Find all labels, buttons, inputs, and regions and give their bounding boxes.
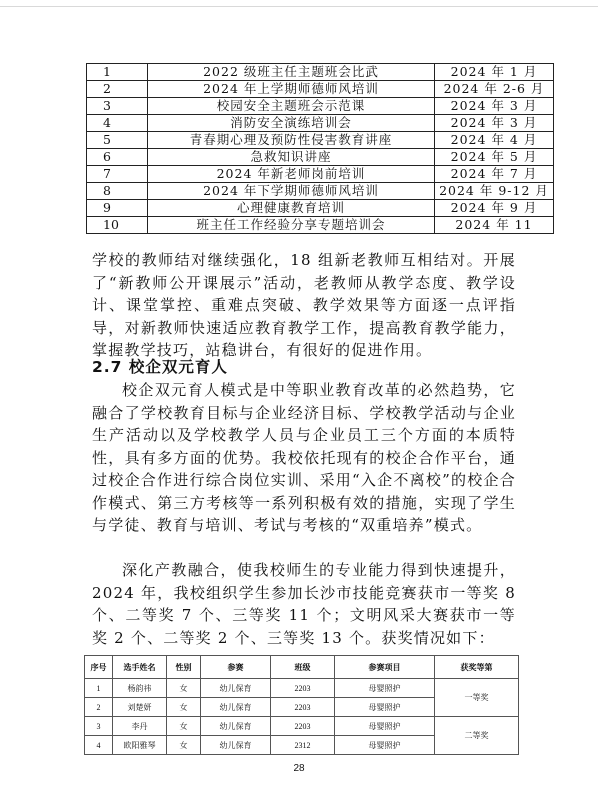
award-event: 幼儿保育	[201, 679, 271, 698]
training-title: 班主任工作经验分享专题培训会	[148, 217, 435, 234]
training-title: 急救知识讲座	[148, 149, 435, 166]
award-event: 幼儿保育	[201, 736, 271, 755]
row-number: 8	[87, 183, 148, 200]
award-level: 一等奖	[435, 679, 519, 717]
training-date: 2024 年 7 月	[435, 166, 554, 183]
training-date: 2024 年 2-6 月	[435, 81, 554, 98]
training-date: 2024 年 5 月	[435, 149, 554, 166]
training-title: 2024 年上学期师德师风培训	[148, 81, 435, 98]
school-enterprise-paragraph: 校企双元育人模式是中等职业教育改革的必然趋势，它融合了学校教育目标与企业经济目标、学校教学活动与企业生产活动以及学校教学人员与企业员工三个方面的本质特性，具有多方面的优势。我校依托现有的校企合作平台，通过校企合作进行综合岗位实训、采用“入企不离校”的校企合作模式、第三方考核等一系列积极有效的措施，实现了学生与学徒、教育与培训、考试与考核的“双重培养”模式。	[92, 381, 516, 534]
award-name: 杨韵祎	[113, 679, 167, 698]
table-header-row	[85, 656, 519, 679]
row-number: 10	[87, 217, 148, 234]
award-no: 1	[85, 679, 113, 698]
training-date: 2024 年 9-12 月	[435, 183, 554, 200]
award-gender: 女	[167, 698, 201, 717]
award-project: 母婴照护	[335, 698, 435, 717]
header-name: 选手姓名	[113, 656, 167, 679]
section-heading: 2.7 校企双元育人	[92, 358, 228, 376]
award-class: 2312	[271, 736, 335, 755]
award-event: 幼儿保育	[201, 698, 271, 717]
award-no: 3	[85, 717, 113, 736]
header-gender: 性别	[167, 656, 201, 679]
table-row	[87, 149, 554, 166]
award-name: 李丹	[113, 717, 167, 736]
training-title: 2022 级班主任主题班会比武	[148, 64, 435, 81]
table-row	[87, 183, 554, 200]
training-table	[86, 63, 554, 234]
award-no: 2	[85, 698, 113, 717]
award-class: 2203	[271, 679, 335, 698]
table-row	[85, 717, 519, 736]
award-project: 母婴照护	[335, 717, 435, 736]
training-title: 校园安全主题班会示范课	[148, 98, 435, 115]
training-date: 2024 年 3 月	[435, 98, 554, 115]
training-date: 2024 年 9 月	[435, 200, 554, 217]
row-number: 5	[87, 132, 148, 149]
header-class: 班级	[271, 656, 335, 679]
table-row	[87, 132, 554, 149]
awards-paragraph: 深化产教融合，使我校师生的专业能力得到快速提升，2024 年，我校组织学生参加长沙市技能竞赛获市一等奖 8 个、二等奖 7 个、三等奖 11 个；文明风采大赛获市一等奖 2 个、二等奖 2 个、三等奖 13 个。获奖情况如下：	[92, 561, 516, 647]
award-gender: 女	[167, 736, 201, 755]
header-level: 获奖等第	[435, 656, 519, 679]
header-project: 参赛项目	[335, 656, 435, 679]
table-row	[87, 64, 554, 81]
training-date: 2024 年 4 月	[435, 132, 554, 149]
award-class: 2203	[271, 698, 335, 717]
header-rule	[0, 6, 598, 7]
award-level: 二等奖	[435, 717, 519, 755]
award-name: 刘楚妍	[113, 698, 167, 717]
table-row	[87, 115, 554, 132]
header-no: 序号	[85, 656, 113, 679]
row-number: 7	[87, 166, 148, 183]
training-title: 心理健康教育培训	[148, 200, 435, 217]
award-project: 母婴照护	[335, 679, 435, 698]
award-event: 幼儿保育	[201, 717, 271, 736]
award-gender: 女	[167, 717, 201, 736]
page-number: 28	[293, 763, 305, 774]
award-table	[84, 655, 519, 755]
row-number: 1	[87, 64, 148, 81]
table-row	[87, 81, 554, 98]
row-number: 6	[87, 149, 148, 166]
row-number: 2	[87, 81, 148, 98]
table-row	[87, 98, 554, 115]
training-date: 2024 年 1 月	[435, 64, 554, 81]
training-title: 2024 年下学期师德师风培训	[148, 183, 435, 200]
training-date: 2024 年 11	[435, 217, 554, 234]
table-row	[87, 217, 554, 234]
award-no: 4	[85, 736, 113, 755]
row-number: 4	[87, 115, 148, 132]
award-class: 2203	[271, 717, 335, 736]
table-row	[85, 679, 519, 698]
row-number: 9	[87, 200, 148, 217]
table-row	[87, 166, 554, 183]
training-title: 消防安全演练培训会	[148, 115, 435, 132]
award-gender: 女	[167, 679, 201, 698]
table-row	[87, 200, 554, 217]
training-title: 2024 年新老师岗前培训	[148, 166, 435, 183]
header-event: 参赛	[201, 656, 271, 679]
training-title: 青春期心理及预防性侵害教育讲座	[148, 132, 435, 149]
award-name: 欧阳雅琴	[113, 736, 167, 755]
row-number: 3	[87, 98, 148, 115]
mentoring-paragraph: 学校的教师结对继续强化，18 组新老教师互相结对。开展了“新教师公开课展示”活动，老教师从教学态度、教学设计、课堂掌控、重难点突破、教学效果等方面逐一点评指导，对新教师快速适应教育教学工作，提高教育教学能力，掌握教学技巧，站稳讲台，有很好的促进作用。	[92, 251, 516, 359]
training-date: 2024 年 3 月	[435, 115, 554, 132]
award-project: 母婴照护	[335, 736, 435, 755]
